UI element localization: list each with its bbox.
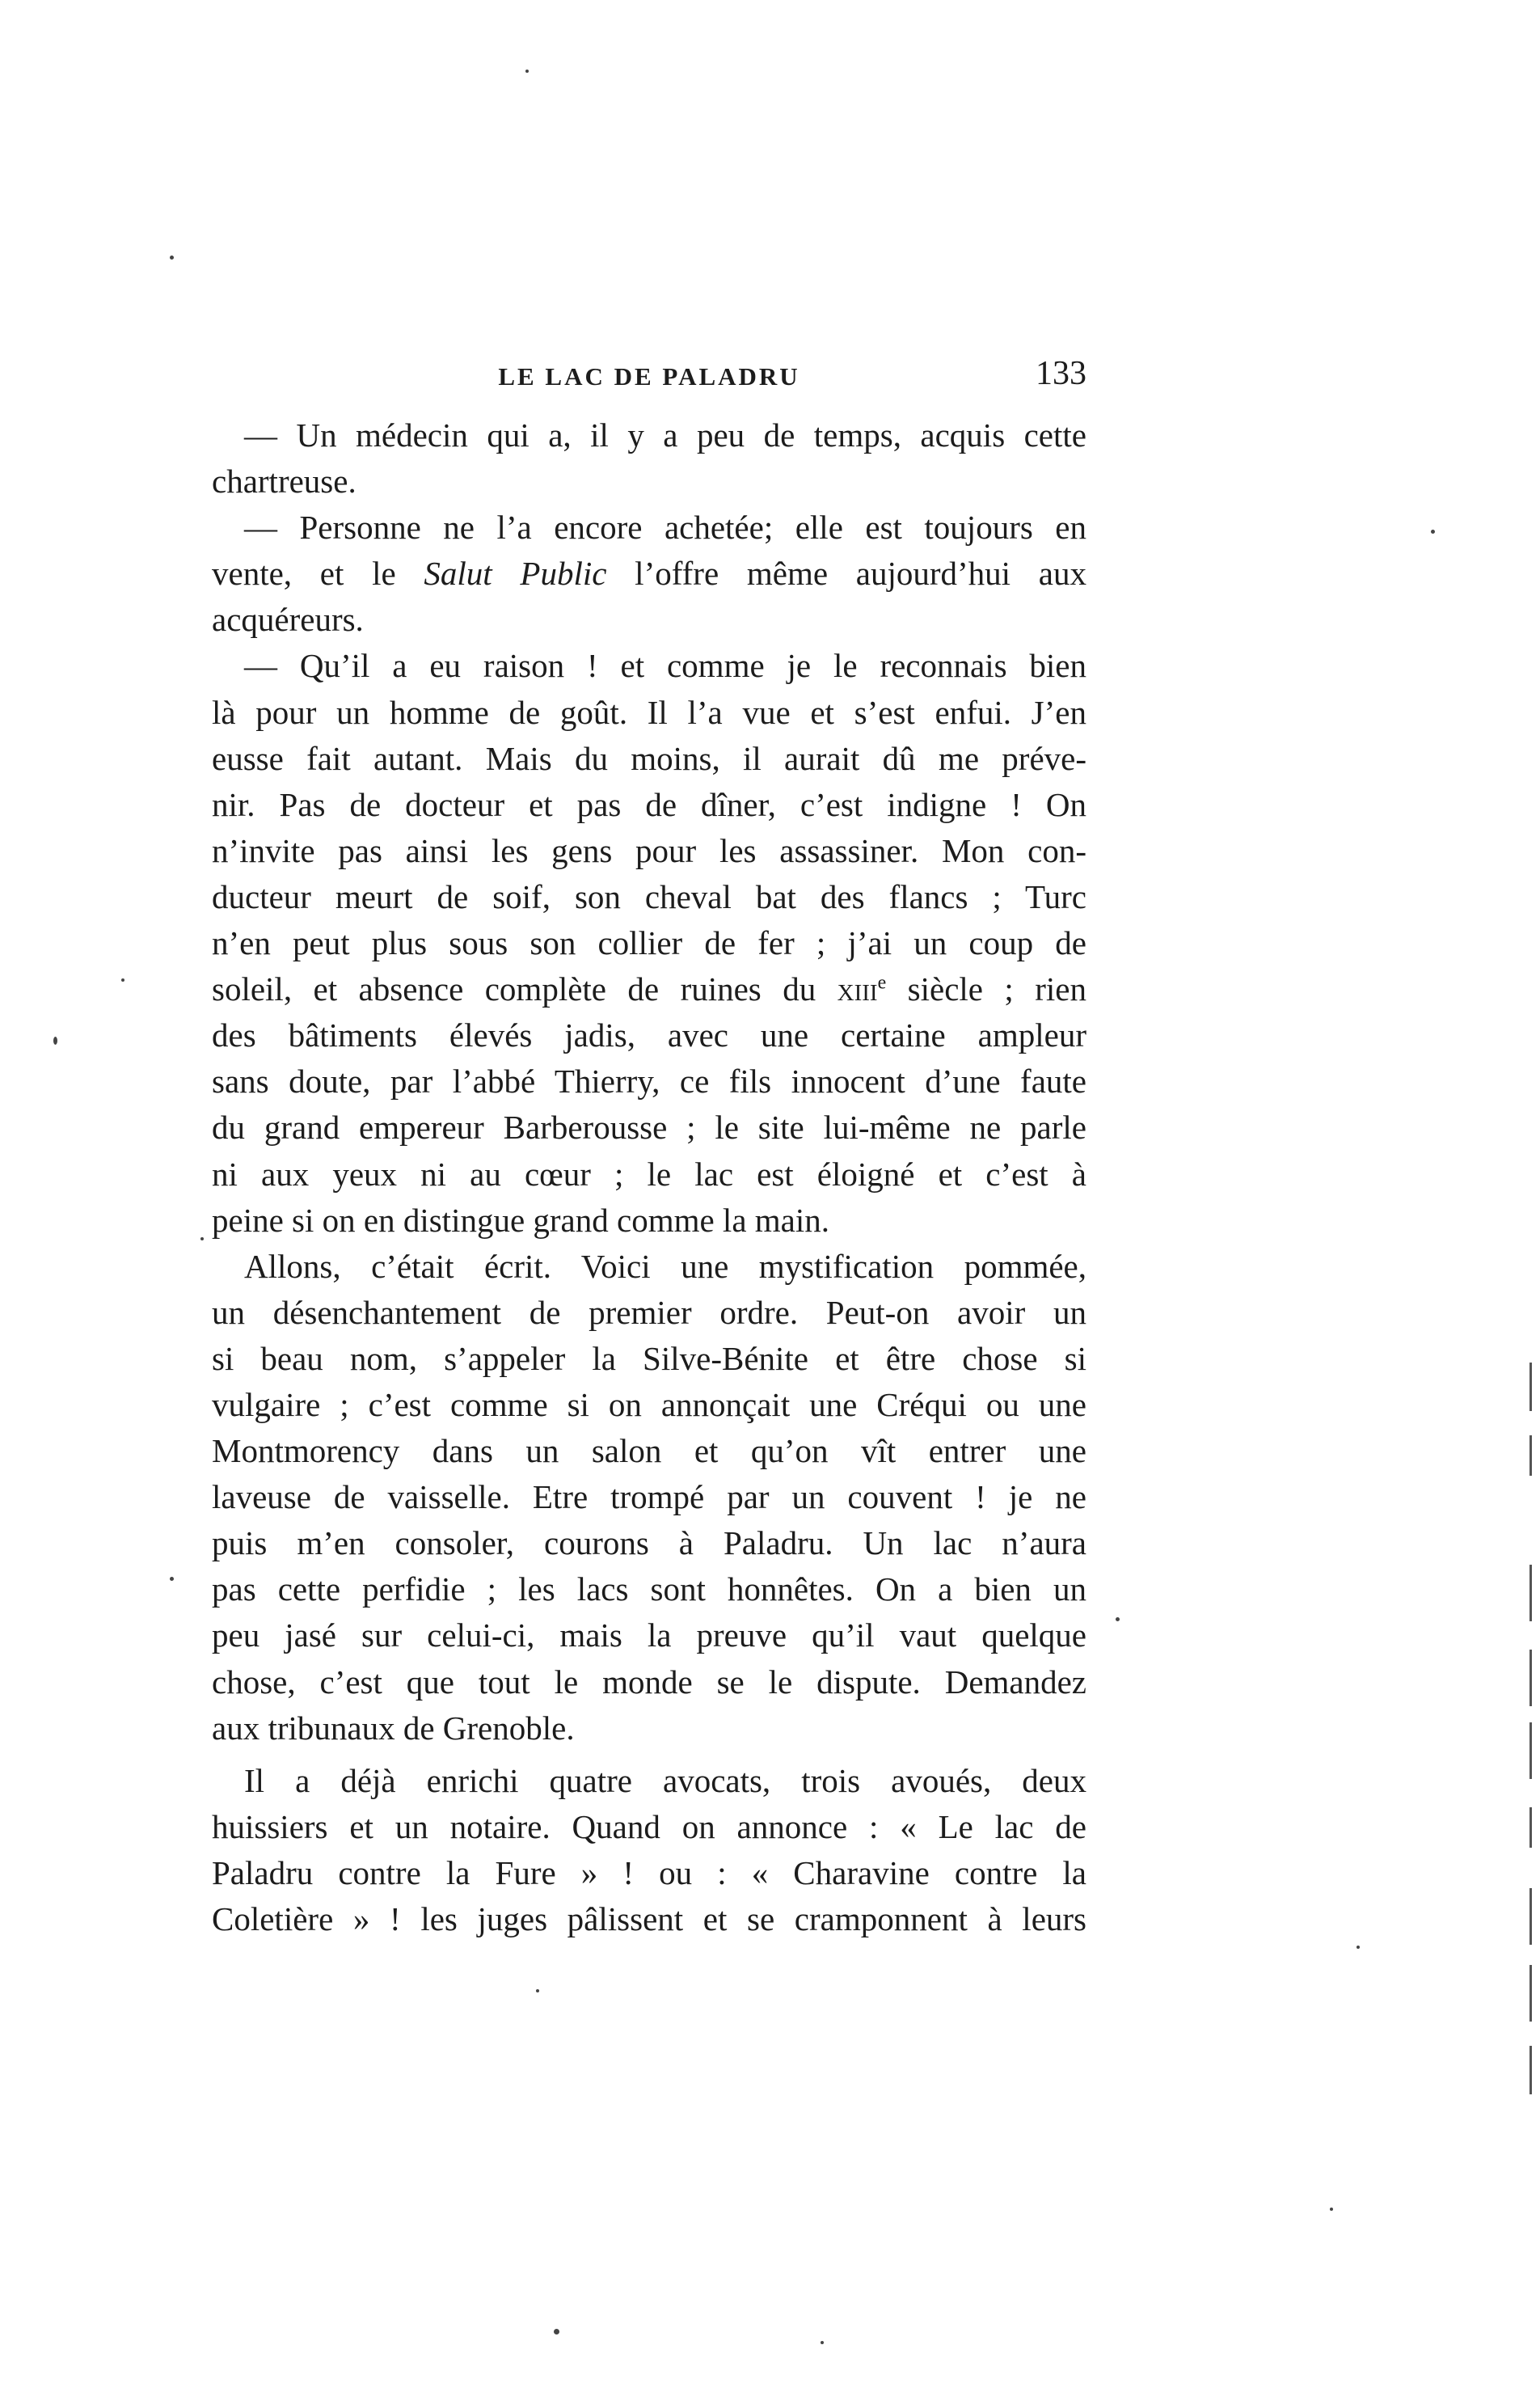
ordinal-superscript: e [877, 972, 887, 994]
text-line: chose, c’est que tout le monde se le dispute. Demandez [212, 1663, 1086, 1701]
scan-speck [170, 256, 174, 260]
scan-speck [525, 70, 529, 73]
text-line: — Un médecin qui a, il y a peu de temps, acquis cette [244, 416, 1086, 454]
scan-speck [1431, 530, 1435, 534]
newspaper-title: Salut Public [424, 555, 607, 593]
scan-edge-mark [1529, 1363, 1532, 1411]
text-line: ducteur meurt de soif, son cheval bat des flancs ; Turc [212, 877, 1086, 915]
scan-speck [121, 978, 124, 982]
text-line: puis m’en consoler, courons à Paladru. Un lac n’aura [212, 1524, 1086, 1562]
scan-speck [200, 1237, 204, 1240]
text-line: pas cette perfidie ; les lacs sont honnêtes. On a bien un [212, 1570, 1086, 1608]
scan-edge-mark [1529, 1722, 1532, 1779]
text-line: — Qu’il a eu raison ! et comme je le reconnais bien [244, 647, 1086, 685]
body-text [212, 412, 1086, 1942]
page-number: 133 [1036, 355, 1086, 392]
text-line: chartreuse. [212, 463, 357, 501]
text-line: peine si on en distingue grand comme la main. [212, 1201, 830, 1239]
running-head [212, 354, 1086, 403]
text-line: — Personne ne l’a encore achetée; elle est toujours en [244, 509, 1086, 547]
scan-edge-mark [1529, 1888, 1532, 1945]
scan-edge-mark [1529, 1565, 1532, 1621]
scan-edge-mark [1529, 2046, 1532, 2094]
text-line: des bâtiments élevés jadis, avec une certaine ampleur [212, 1016, 1086, 1054]
text-segment: vente, et le [212, 555, 424, 593]
scan-speck [821, 2341, 824, 2344]
text-line: sans doute, par l’abbé Thierry, ce fils innocent d’une faute [212, 1063, 1086, 1101]
running-title: LE LAC DE PALADRU [498, 362, 800, 391]
text-segment: l’offre même aujourd’hui aux [606, 555, 1086, 593]
scan-speck [536, 1989, 539, 1992]
text-line: ni aux yeux ni au cœur ; le lac est éloigné et c’est à [212, 1155, 1086, 1193]
text-line: si beau nom, s’appeler la Silve-Bénite et être chose si [212, 1339, 1086, 1377]
scan-edge-mark [1529, 1435, 1532, 1476]
text-line: n’en peut plus sous son collier de fer ; j’ai un coup de [212, 924, 1086, 962]
scan-speck [1116, 1617, 1120, 1621]
text-segment: siècle ; rien [886, 970, 1086, 1008]
text-line: aux tribunaux de Grenoble. [212, 1709, 575, 1747]
text-line: Coletière » ! les juges pâlissent et se cramponnent à leurs [212, 1900, 1086, 1937]
scan-speck [170, 1577, 174, 1581]
scan-edge-mark [1529, 1650, 1532, 1706]
scan-edge-mark [1529, 1807, 1532, 1848]
text-line: laveuse de vaisselle. Etre trompé par un couvent ! je ne [212, 1478, 1086, 1516]
scan-speck [53, 1037, 57, 1045]
scan-speck [1356, 1946, 1360, 1949]
century-numeral: xiii [837, 970, 878, 1008]
text-line: Paladru contre la Fure » ! ou : « Charavine contre la [212, 1853, 1086, 1891]
text-line: Montmorency dans un salon et qu’on vît entrer une [212, 1432, 1086, 1470]
text-line: Allons, c’était écrit. Voici une mystification pommée, [244, 1247, 1086, 1285]
text-segment: soleil, et absence complète de ruines du [212, 970, 838, 1008]
text-line: n’invite pas ainsi les gens pour les assassiner. Mon con- [212, 831, 1086, 869]
text-line: peu jasé sur celui-ci, mais la preuve qu’il vaut quelque [212, 1616, 1086, 1654]
text-line: Il a déjà enrichi quatre avocats, trois avoués, deux [244, 1761, 1086, 1799]
text-line: acquéreurs. [212, 601, 364, 639]
text-line: du grand empereur Barberousse ; le site lui-même ne parle [212, 1109, 1086, 1147]
text-line: vulgaire ; c’est comme si on annonçait une Créqui ou une [212, 1385, 1086, 1423]
scan-speck [1330, 2208, 1333, 2211]
scan-edge-mark [1529, 1965, 1532, 2022]
text-line: eusse fait autant. Mais du moins, il aurait dû me préve- [212, 739, 1086, 777]
scan-speck [554, 2329, 559, 2335]
text-line [212, 966, 1086, 1012]
text-line: huissiers et un notaire. Quand on annonce : « Le lac de [212, 1807, 1086, 1845]
text-line [212, 551, 1086, 597]
text-line: un désenchantement de premier ordre. Peut-on avoir un [212, 1293, 1086, 1331]
text-line: nir. Pas de docteur et pas de dîner, c’est indigne ! On [212, 785, 1086, 823]
text-line: là pour un homme de goût. Il l’a vue et s’est enfui. J’en [212, 693, 1086, 731]
